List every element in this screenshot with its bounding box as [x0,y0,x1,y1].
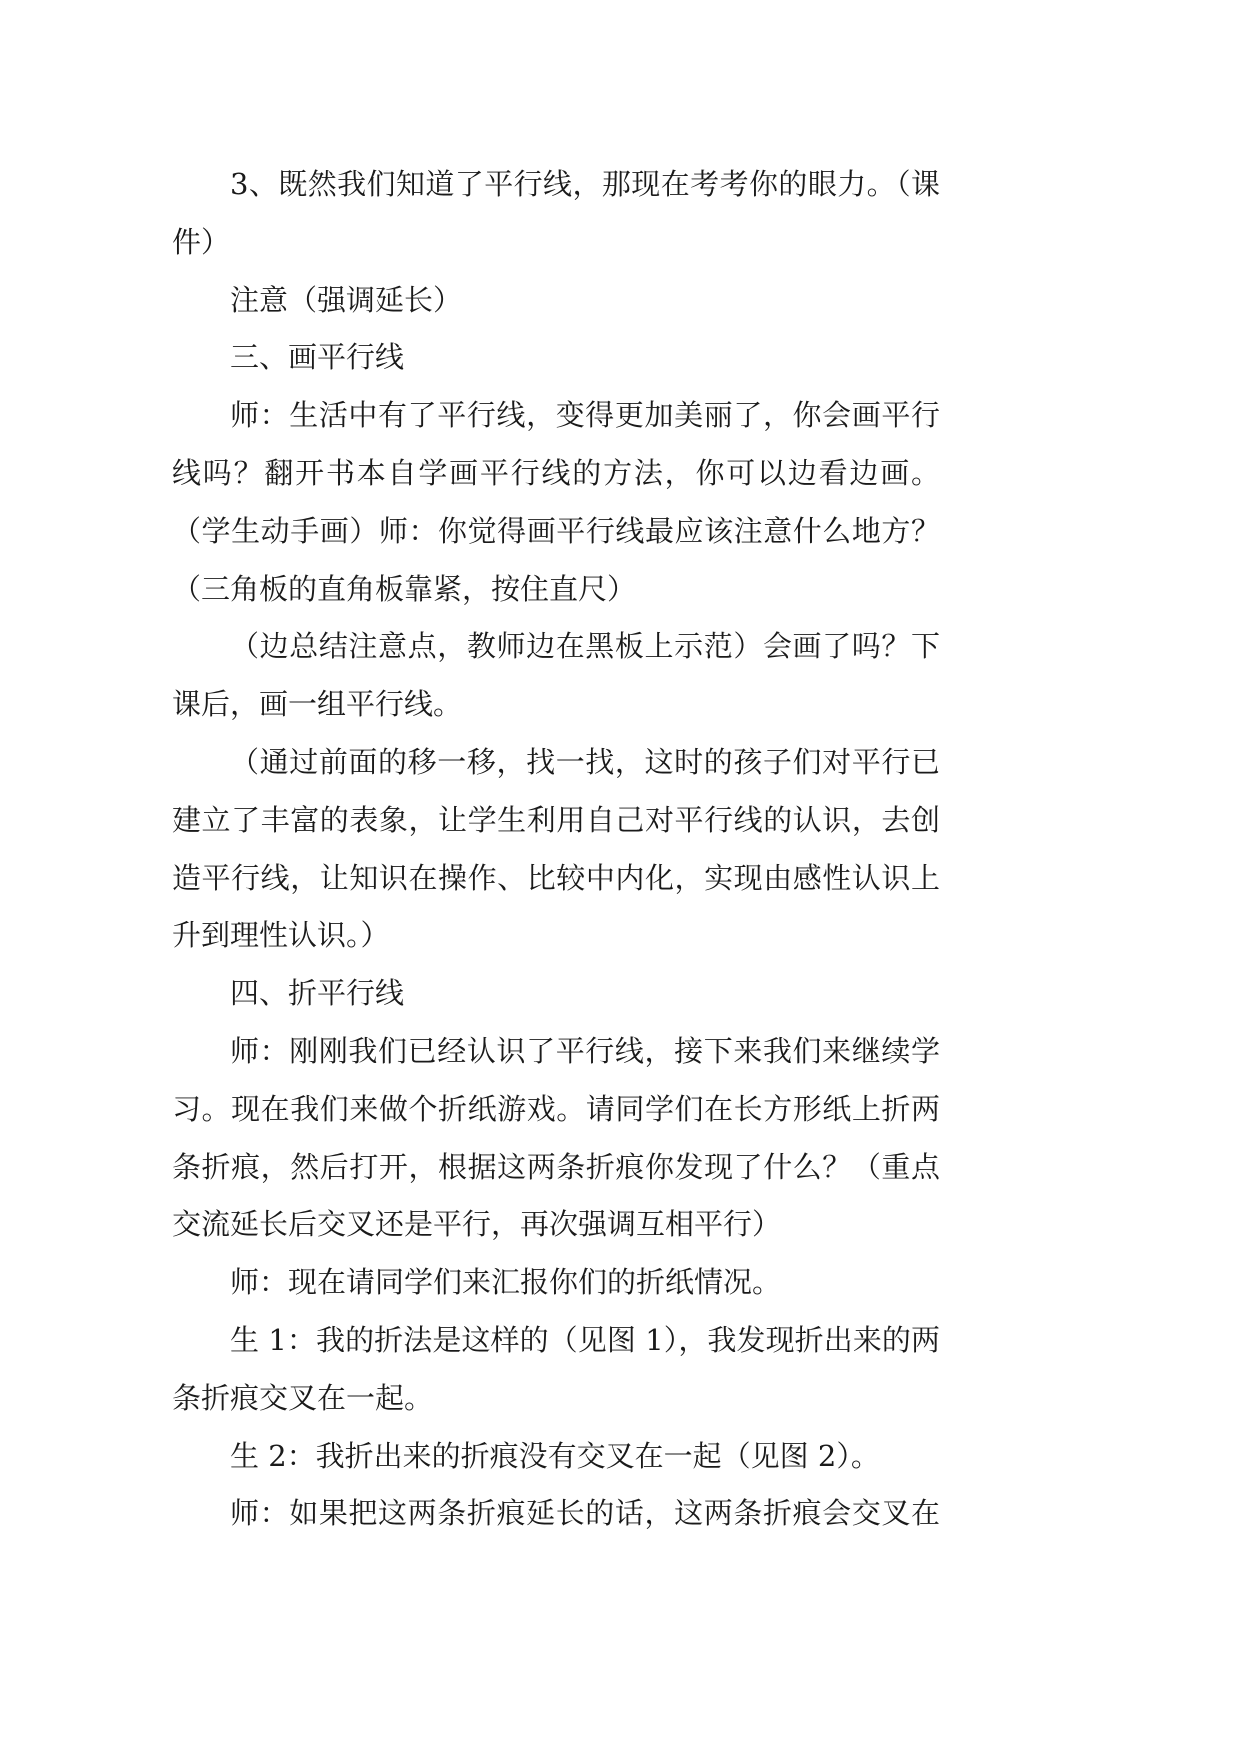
text-line: 生 1：我的折法是这样的（见图 1），我发现折出来的两 [230,1322,940,1357]
text-line: 条折痕交叉在一起。 [172,1380,434,1415]
text-line: 课后，画一组平行线。 [172,687,463,722]
text-line: 件） [172,224,231,259]
text-line: 习。现在我们来做个折纸游戏。请同学们在长方形纸上折两 [172,1091,940,1126]
text-line: 师：生活中有了平行线，变得更加美丽了，你会画平行 [230,398,940,433]
text-line: 条折痕，然后打开，根据这两条折痕你发现了什么？（重点 [172,1149,940,1184]
text-line: 交流延长后交叉还是平行，再次强调互相平行） [172,1207,782,1242]
text-line: 升到理性认识。） [172,918,390,953]
document-body [172,156,940,1543]
text-line: 造平行线，让知识在操作、比较中内化，实现由感性认识上 [172,860,940,895]
text-line: （三角板的直角板靠紧，按住直尺） [172,571,637,606]
text-line: 生 2：我折出来的折痕没有交叉在一起（见图 2）。 [230,1438,880,1473]
text-line: 师：如果把这两条折痕延长的话，这两条折痕会交叉在 [230,1496,940,1531]
text-line: 线吗？翻开书本自学画平行线的方法，你可以边看边画。 [172,455,940,490]
text-line: （边总结注意点，教师边在黑板上示范）会画了吗？下 [230,629,940,664]
text-line: 师：现在请同学们来汇报你们的折纸情况。 [230,1265,782,1300]
text-line: 师：刚刚我们已经认识了平行线，接下来我们来继续学 [230,1033,940,1068]
text-line: （学生动手画）师：你觉得画平行线最应该注意什么地方？ [172,513,940,548]
section-heading: 四、折平行线 [230,976,405,1011]
section-heading: 三、画平行线 [230,340,405,375]
text-line: 注意（强调延长） [230,282,463,317]
text-line: 3、既然我们知道了平行线，那现在考考你的眼力。（课 [230,167,940,201]
text-line: 建立了丰富的表象，让学生利用自己对平行线的认识，去创 [172,802,940,837]
text-line: （通过前面的移一移，找一找，这时的孩子们对平行已 [230,744,940,779]
